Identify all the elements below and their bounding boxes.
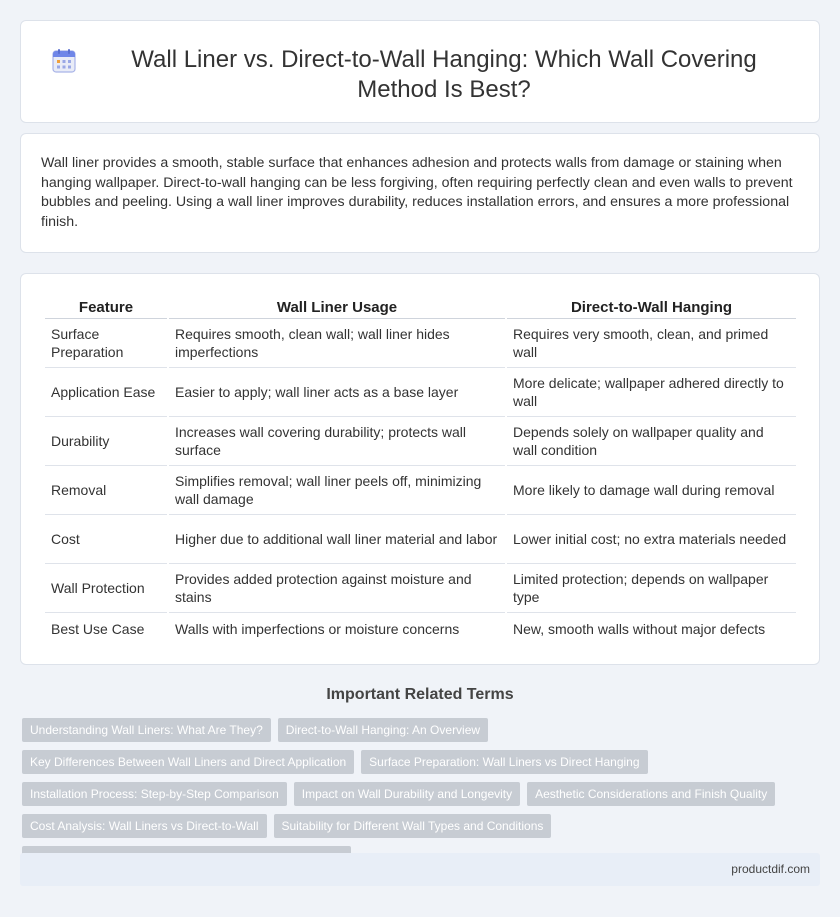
- intro-paragraph: Wall liner provides a smooth, stable surface that enhances adhesion and protects walls from damage or staining when hanging wallpaper. Direct-to-wall hanging can be less forgiving, often requiring perfectly clean and even walls to prevent bubbles and peeling. Using a wall liner improves durability, reduces installation errors, and ensures a more professional finish.: [41, 155, 793, 230]
- title-card: [20, 20, 820, 123]
- table-header-row: [45, 295, 796, 319]
- wall-liner-cell: Walls with imperfections or moisture concerns: [175, 621, 460, 637]
- direct-cell: Lower initial cost; no extra materials needed: [507, 515, 796, 564]
- feature-cell: Durability: [45, 417, 167, 466]
- wall-liner-cell: Increases wall covering durability; protects wall surface: [169, 417, 505, 466]
- feature-cell: Surface Preparation: [45, 319, 167, 368]
- feature-cell: Best Use Case: [51, 621, 145, 637]
- table-row: [45, 368, 796, 417]
- intro-card: [20, 133, 820, 253]
- direct-cell: Limited protection; depends on wallpaper type: [507, 564, 796, 613]
- comparison-card: [20, 273, 820, 665]
- feature-cell: Removal: [45, 466, 167, 515]
- footer: [20, 853, 820, 886]
- related-term-tag[interactable]: Impact on Wall Durability and Longevity: [294, 782, 520, 806]
- related-term-tag[interactable]: Understanding Wall Liners: What Are They?: [22, 718, 271, 742]
- related-terms-heading: Important Related Terms: [326, 686, 514, 703]
- related-term-tag[interactable]: Key Differences Between Wall Liners and Direct Application: [22, 750, 354, 774]
- direct-cell: Depends solely on wallpaper quality and wall condition: [507, 417, 796, 466]
- wall-liner-cell: Higher due to additional wall liner material and labor: [169, 515, 505, 564]
- table-row: [45, 417, 796, 466]
- direct-cell: More likely to damage wall during removal: [507, 466, 796, 515]
- header-direct-to-wall: Direct-to-Wall Hanging: [507, 295, 796, 319]
- wall-liner-cell: Provides added protection against moisture and stains: [169, 564, 505, 613]
- feature-cell: Application Ease: [45, 368, 167, 417]
- related-term-tag[interactable]: Aesthetic Considerations and Finish Quality: [527, 782, 775, 806]
- calendar-icon: [51, 48, 77, 74]
- table-row: [45, 515, 796, 564]
- related-term-tag[interactable]: Suitability for Different Wall Types and Conditions: [274, 814, 552, 838]
- header-feature: Feature: [45, 295, 167, 319]
- wall-liner-cell: Simplifies removal; wall liner peels off, minimizing wall damage: [169, 466, 505, 515]
- page-title: Wall Liner vs. Direct-to-Wall Hanging: Which Wall Covering Method Is Best?: [131, 46, 757, 103]
- direct-cell: More delicate; wallpaper adhered directly to wall: [507, 368, 796, 417]
- related-term-tag[interactable]: Installation Process: Step-by-Step Comparison: [22, 782, 287, 806]
- related-term-tag[interactable]: Direct-to-Wall Hanging: An Overview: [278, 718, 488, 742]
- direct-cell: Requires very smooth, clean, and primed wall: [507, 319, 796, 368]
- table-row: [45, 564, 796, 613]
- table-row: [45, 466, 796, 515]
- footer-site-link[interactable]: productdif.com: [731, 862, 810, 876]
- comparison-table: [43, 295, 798, 645]
- related-terms-list: [22, 718, 822, 870]
- header-wall-liner: Wall Liner Usage: [169, 295, 505, 319]
- related-term-tag[interactable]: Surface Preparation: Wall Liners vs Direct Hanging: [361, 750, 647, 774]
- wall-liner-cell: Easier to apply; wall liner acts as a base layer: [169, 368, 505, 417]
- related-term-tag[interactable]: Cost Analysis: Wall Liners vs Direct-to-Wall: [22, 814, 267, 838]
- table-row: [45, 613, 796, 645]
- table-row: [45, 319, 796, 368]
- wall-liner-cell: Requires smooth, clean wall; wall liner hides imperfections: [169, 319, 505, 368]
- feature-cell: Wall Protection: [45, 564, 167, 613]
- direct-cell: New, smooth walls without major defects: [513, 621, 766, 637]
- feature-cell: Cost: [45, 515, 167, 564]
